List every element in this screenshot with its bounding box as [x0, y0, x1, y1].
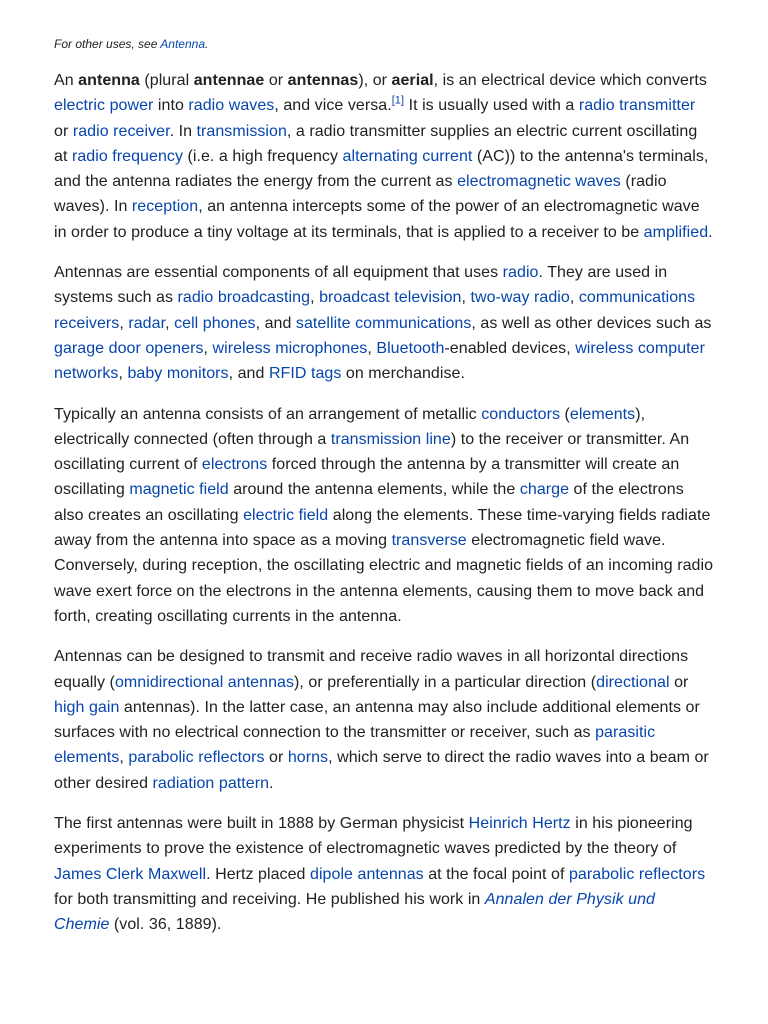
reference-link[interactable]: [1] — [391, 94, 405, 107]
paragraph-uses — [54, 260, 714, 386]
hatnote-text: For other uses, see — [54, 37, 161, 51]
link-james-clerk-maxwell[interactable]: James Clerk Maxwell — [54, 865, 207, 883]
link-communications-receivers[interactable]: communications receivers — [54, 289, 696, 332]
link-parabolic-reflectors[interactable]: parabolic reflectors — [128, 749, 265, 767]
text: ), or — [358, 72, 392, 89]
text: An — [54, 72, 79, 89]
text: , an antenna intercepts some of the power of an electromagnetic wave in order to produce a tiny voltage at its terminals, that is applied to a receiver to be — [54, 198, 700, 241]
hatnote — [54, 34, 714, 54]
bold-term: antennae — [193, 72, 265, 89]
text: ), electrically connected (often through a — [54, 405, 646, 448]
text: The first antennas were built in 1888 by German physicist — [54, 815, 469, 833]
text: , — [461, 289, 471, 307]
text: . In — [169, 122, 197, 140]
link-radar[interactable]: radar — [128, 314, 166, 332]
text: electromagnetic field wave. Conversely, during reception, the oscillating electric and magnetic fields of an incoming radio wave exert force on the electrons in the antenna elements, causing them to move back and forth, creating oscillating currents in the antenna. — [54, 532, 714, 625]
link-parasitic-elements[interactable]: parasitic elements — [54, 724, 656, 767]
text: , which serve to direct the radio waves into a beam or other desired — [54, 749, 709, 792]
paragraph-history — [54, 811, 714, 937]
text: , — [367, 339, 377, 357]
link-electric-field[interactable]: electric field — [243, 506, 329, 524]
text: or — [54, 122, 73, 140]
link-radio[interactable]: radio — [502, 264, 539, 282]
link-radio-transmitter[interactable]: radio transmitter — [578, 97, 696, 115]
link-directional[interactable]: directional — [596, 673, 670, 691]
text: (i.e. a high frequency — [183, 147, 343, 165]
link-radio-receiver[interactable]: radio receiver — [72, 122, 170, 140]
text: , and vice versa. — [274, 97, 392, 115]
text: , — [119, 314, 129, 332]
link-transverse[interactable]: transverse — [391, 532, 467, 550]
link-radio-frequency[interactable]: radio frequency — [71, 147, 183, 165]
link-rfid-tags[interactable]: RFID tags — [268, 365, 342, 383]
text: . They are used in systems such as — [54, 264, 668, 307]
text: , — [165, 314, 175, 332]
link-annalen-der-physik[interactable]: Annalen der Physik und Chemie — [54, 890, 655, 934]
link-radiation-pattern[interactable]: radiation pattern — [152, 774, 270, 792]
text: in his pioneering experiments to prove the existence of electromagnetic waves predicted by the theory of — [54, 815, 693, 858]
link-electrons[interactable]: electrons — [201, 456, 268, 474]
link-transmission-line[interactable]: transmission line — [330, 430, 451, 448]
text: forced through the antenna by a transmitter will create an oscillating — [54, 456, 680, 499]
link-elements[interactable]: elements — [569, 405, 636, 423]
link-electric-power[interactable]: electric power — [54, 97, 154, 115]
text: . — [708, 223, 713, 241]
text: or — [669, 673, 689, 691]
link-alternating-current[interactable]: alternating current — [342, 147, 473, 165]
hatnote-text: . — [205, 37, 209, 51]
text: ) to the receiver or transmitter. An oscillating current of — [54, 430, 690, 474]
text: ( — [560, 405, 570, 423]
link-wireless-computer-networks[interactable]: wireless computer networks — [54, 339, 705, 383]
text: , — [310, 289, 320, 307]
link-magnetic-field[interactable]: magnetic field — [129, 481, 229, 499]
link-baby-monitors[interactable]: baby monitors — [127, 365, 229, 383]
text: Antennas are essential components of all equipment that uses — [54, 264, 503, 282]
link-garage-door-openers[interactable]: garage door openers — [54, 339, 204, 357]
text: for both transmitting and receiving. He published his work in — [54, 890, 485, 908]
text: Antennas can be designed to transmit and receive radio waves in all horizontal directions equally ( — [54, 648, 689, 691]
text: (vol. 36, 1889). — [109, 916, 222, 934]
text: . — [269, 774, 274, 792]
text: of the electrons also creates an oscillating — [54, 481, 684, 524]
link-charge[interactable]: charge — [519, 481, 570, 499]
text: antennas). In the latter case, an antenna may also include additional elements or surfaces with no electrical connection to the transmitter or receiver, such as — [54, 698, 700, 742]
text: , — [203, 339, 213, 357]
link-broadcast-television[interactable]: broadcast television — [319, 289, 462, 307]
text: on merchandise. — [341, 365, 465, 383]
text: , as well as other devices such as — [471, 314, 712, 332]
link-transmission[interactable]: transmission — [196, 122, 287, 140]
paragraph-directionality — [54, 644, 714, 796]
text: Typically an antenna consists of an arrangement of metallic — [54, 405, 482, 423]
link-bluetooth[interactable]: Bluetooth — [376, 339, 445, 357]
link-radio-waves[interactable]: radio waves — [188, 97, 275, 115]
link-dipole-antennas[interactable]: dipole antennas — [310, 865, 424, 883]
text: (plural — [139, 72, 194, 89]
link-parabolic-reflectors-2[interactable]: parabolic reflectors — [568, 865, 706, 883]
text: or — [264, 749, 288, 767]
text: , a radio transmitter supplies an electric current oscillating at — [54, 122, 698, 165]
link-antenna-disambiguation[interactable]: Antenna — [160, 37, 205, 51]
link-cell-phones[interactable]: cell phones — [174, 314, 256, 332]
paragraph-intro — [54, 68, 714, 245]
text: around the antenna elements, while the — [228, 481, 520, 499]
link-radio-broadcasting[interactable]: radio broadcasting — [177, 289, 311, 307]
paragraph-structure — [54, 402, 714, 630]
text: It is usually used with a — [404, 97, 579, 115]
text: , and — [228, 365, 269, 383]
text: into — [153, 97, 189, 115]
text: at the focal point of — [423, 865, 569, 883]
bold-term: aerial — [391, 72, 434, 89]
link-amplified[interactable]: amplified — [643, 223, 709, 241]
text: or — [264, 72, 288, 89]
link-satellite-communications[interactable]: satellite communications — [295, 314, 472, 332]
text: , — [119, 749, 129, 767]
link-horns[interactable]: horns — [287, 749, 329, 767]
text: -enabled devices, — [444, 339, 576, 357]
bold-term: antenna — [78, 72, 140, 89]
text: , — [118, 365, 128, 383]
text: (AC)) to the antenna's terminals, and the antenna radiates the energy from the current as — [54, 147, 709, 191]
text: (radio waves). In — [54, 173, 667, 216]
link-omnidirectional-antennas[interactable]: omnidirectional antennas — [114, 673, 295, 691]
bold-term: antennas — [287, 72, 359, 89]
text: ), or preferentially in a particular direction ( — [294, 673, 597, 691]
link-heinrich-hertz[interactable]: Heinrich Hertz — [468, 815, 571, 833]
text: , is an electrical device which converts — [433, 72, 707, 89]
link-two-way-radio[interactable]: two-way radio — [470, 289, 570, 307]
link-conductors[interactable]: conductors — [481, 405, 560, 423]
text: . Hertz placed — [206, 865, 310, 883]
link-reception[interactable]: reception — [131, 198, 199, 216]
link-electromagnetic-waves[interactable]: electromagnetic waves — [457, 173, 621, 191]
link-wireless-microphones[interactable]: wireless microphones — [212, 339, 368, 357]
text: along the elements. These time-varying fields radiate away from the antenna into space as a moving — [54, 506, 711, 550]
text: , and — [255, 314, 296, 332]
text: , — [569, 289, 579, 307]
link-high-gain[interactable]: high gain — [54, 698, 120, 716]
